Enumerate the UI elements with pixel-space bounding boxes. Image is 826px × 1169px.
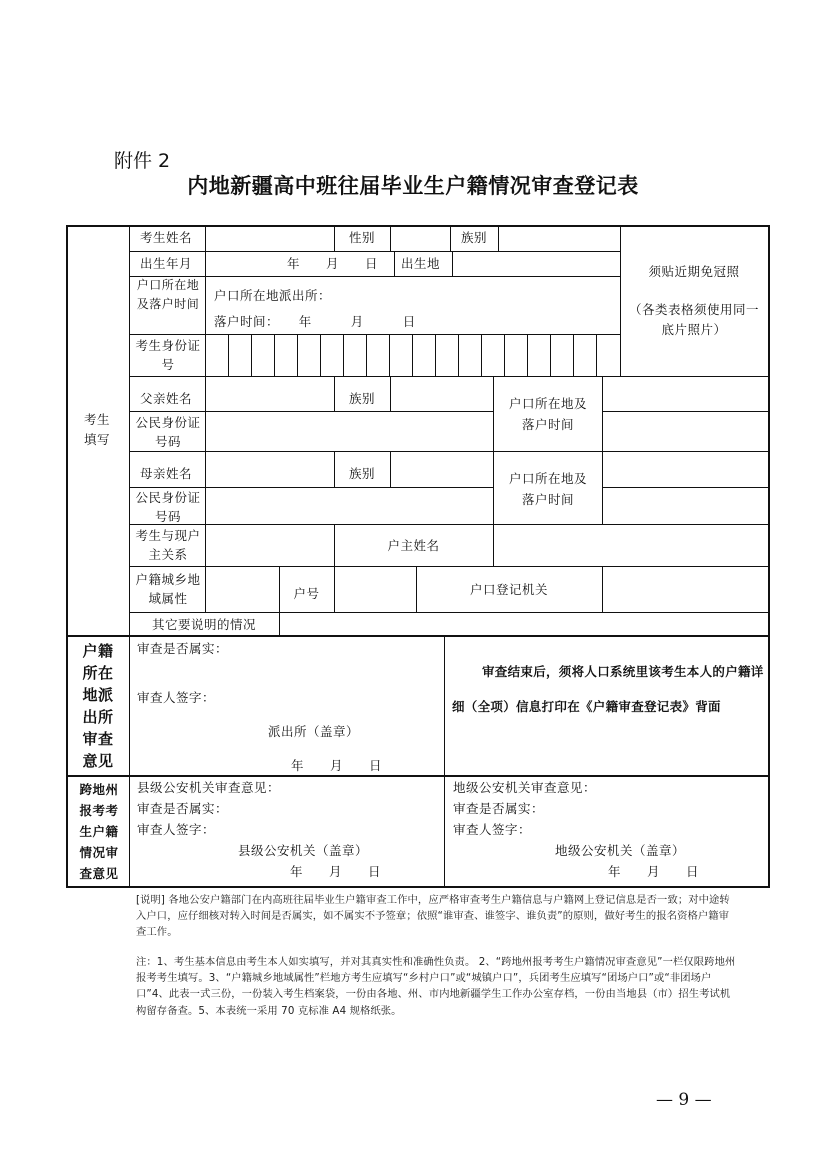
father-id-label: 公民身份证号码: [135, 415, 201, 449]
form-title: 内地新疆高中班往届毕业生户籍情况审查登记表: [187, 173, 639, 198]
county-opinion-label: 县级公安机关审查意见：: [137, 780, 281, 795]
city-verified-label: 审查是否属实：: [453, 801, 545, 816]
ethnic-label: 族别: [461, 230, 488, 245]
householder-label: 户主姓名: [387, 538, 440, 553]
father-hukou-label: 户口所在地及落户时间: [508, 396, 587, 432]
other-label: 其它要说明的情况: [151, 617, 256, 632]
photo-note-line-2: （各类表格须使用同一底片照片）: [628, 302, 759, 337]
county-stamp-label: 县级公安机关（盖章）: [238, 843, 369, 858]
city-stamp-label: 地级公安机关（盖章）: [555, 843, 686, 858]
city-date-label: 年 月 日: [608, 864, 700, 879]
police-reviewer-label: 审查人签字：: [137, 690, 216, 705]
county-reviewer-label: 审查人签字：: [137, 822, 216, 837]
gender-label: 性别: [349, 230, 376, 245]
student-section-label: 考生填写: [84, 412, 111, 447]
police-verified-label: 审查是否属实：: [137, 641, 229, 656]
settle-time-label: 落户时间： 年 月 日: [214, 314, 416, 329]
explanation-note: [说明] 各地公安户籍部门在内高班往届毕业生户籍审查工作中，应严格审查考生户籍信息与户籍网上登记信息是否一致；对中途转入户口，应仔细核对转入时间是否属实，如不属实不予签章；依照“谁审查、谁签字、谁负责”的原则，做好考生的报名资格户籍审查工作。: [136, 894, 730, 939]
photo-note-line-1: 须贴近期免冠照: [648, 264, 740, 279]
mother-ethnic-label: 族别: [349, 466, 376, 481]
mother-id-label: 公民身份证号码: [135, 490, 201, 524]
father-name-label: 父亲姓名: [140, 391, 193, 406]
relation-label: 考生与现户主关系: [135, 528, 201, 562]
cross-section-label: 跨地州报考考生户籍情况审查意见: [79, 782, 119, 881]
registry-label: 户口登记机关: [469, 582, 548, 597]
id-label: 考生身份证号: [135, 338, 201, 372]
mother-hukou-label: 户口所在地及落户时间: [508, 471, 587, 507]
county-date-label: 年 月 日: [290, 864, 382, 879]
remarks-note: 注：1、考生基本信息由考生本人如实填写，并对其真实性和准确性负责。 2、“跨地州报考考生户籍情况审查意见”一栏仅限跨地州报考考生填写。3、“户籍城乡地域属性”栏地方考生应填写“乡村户口”或“城镇户口”，兵团考生应填写“团场户口”或“非团场户口”4、此表一式三份，一份装入考生档案袋，一份由各地、州、市内地新疆学生工作办公室存档，一份由当地县（市）招生考试机构留存备查。5、本表统一采用 70 克标准 A4 规格纸张。: [136, 956, 736, 1017]
attachment-label: 附件 2: [114, 150, 171, 172]
name-label: 考生姓名: [140, 230, 193, 245]
father-ethnic-label: 族别: [349, 391, 376, 406]
police-section-label: 户籍所在地派出所审查意见: [82, 642, 114, 770]
city-reviewer-label: 审查人签字：: [453, 822, 532, 837]
police-instruction: 审查结束后，须将人口系统里该考生本人的户籍详细（全项）信息打印在《户籍审查登记表》背面: [452, 664, 764, 714]
county-verified-label: 审查是否属实：: [137, 801, 229, 816]
photo-note: [624, 262, 764, 340]
police-date-label: 年 月 日: [291, 758, 383, 773]
page-number: — 9 —: [656, 1090, 712, 1110]
birth-label: 出生年月: [140, 256, 193, 271]
police-station-label: 户口所在地派出所：: [214, 288, 332, 303]
police-stamp-label: 派出所（盖章）: [268, 724, 360, 739]
mother-name-label: 母亲姓名: [140, 466, 193, 481]
hukou-label: 户口所在地及落户时间: [136, 278, 200, 311]
birth-date-placeholder: 年 月 日: [287, 256, 379, 271]
city-opinion-label: 地级公安机关审查意见：: [453, 780, 597, 795]
urban-rural-label: 户籍城乡地域属性: [135, 572, 201, 606]
hukou-no-label: 户号: [293, 586, 320, 601]
birthplace-label: 出生地: [401, 256, 441, 271]
